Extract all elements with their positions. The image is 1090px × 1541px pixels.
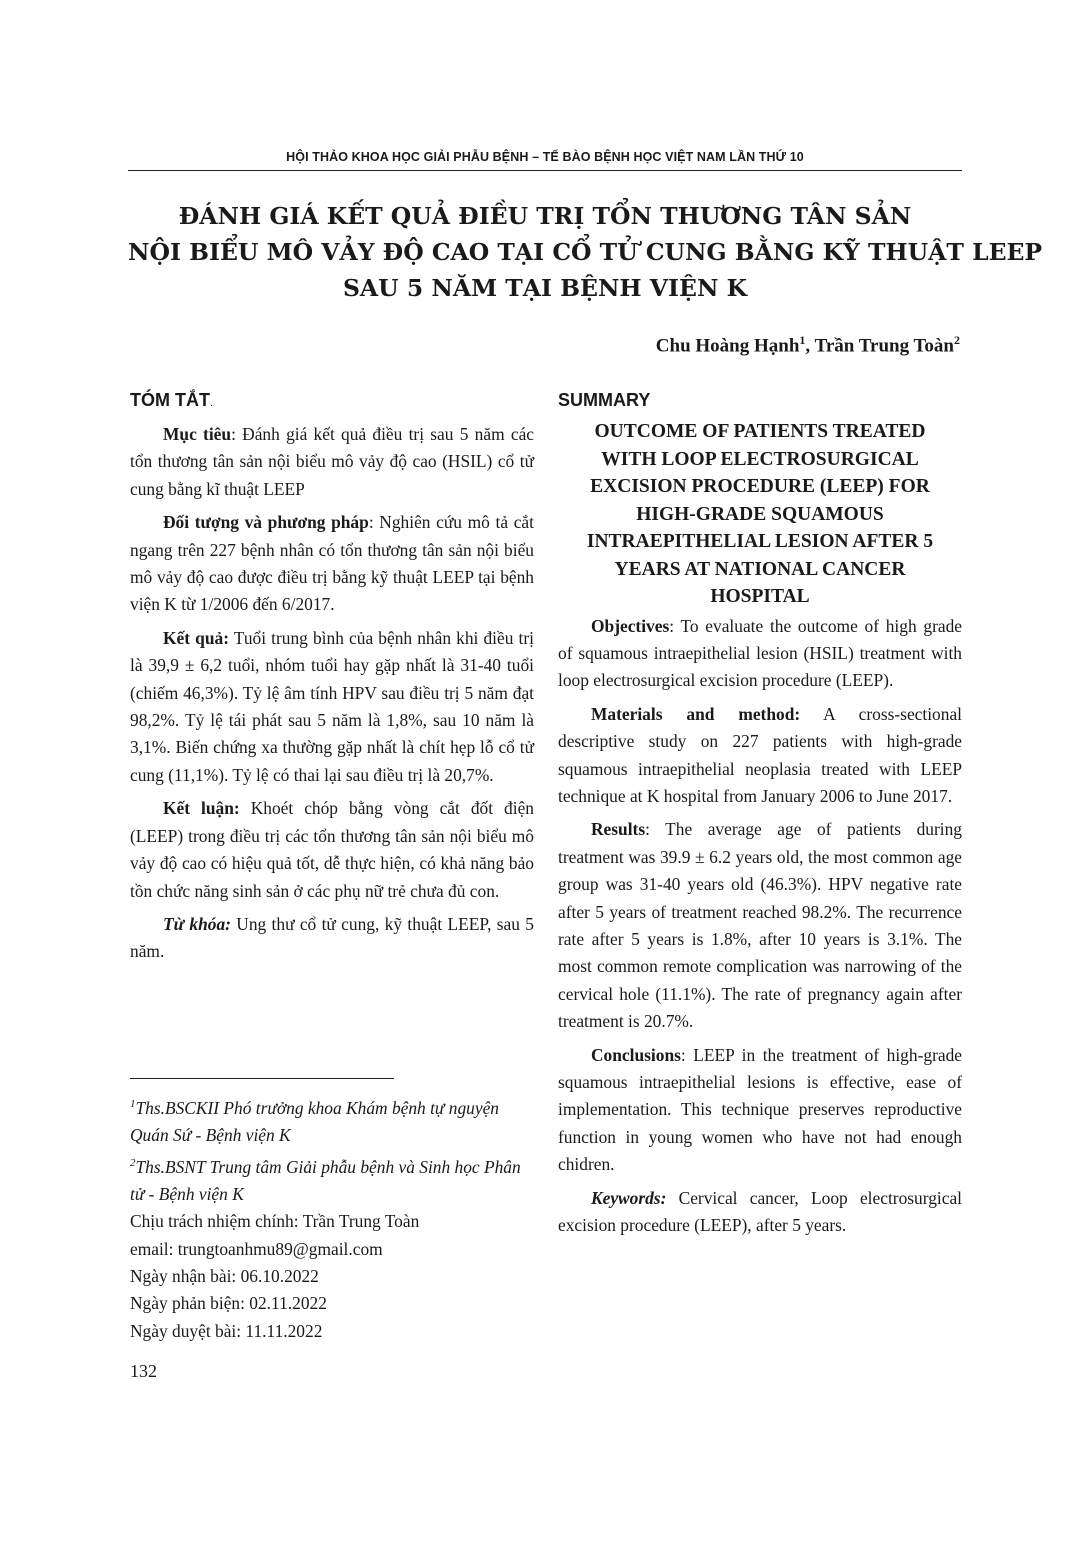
footnote-affiliation-2 (130, 1150, 534, 1209)
paragraph-label: Objectives (591, 615, 670, 636)
footnote-text: Ths.BSNT Trung tâm Giải phẫu bệnh và Sinh học Phân tử - Bệnh viện K (130, 1156, 521, 1204)
english-title-line: INTRAEPITHELIAL LESION AFTER 5 (586, 531, 934, 552)
english-title-line: WITH LOOP ELECTROSURGICAL (601, 448, 919, 470)
affiliation-mark: 2 (954, 333, 960, 347)
title-line: NỘI BIỂU MÔ VẢY ĐỘ CAO TẠI CỔ TỬ CUNG BẰNG KỸ THUẬT LEEP (128, 238, 1043, 266)
summary-paragraph-results (558, 816, 962, 1035)
paragraph-text: : The average age of patients during treatment was 39.9 ± 6.2 years old, the most common age group was 31-40 years old (46.3%). HPV negative rate after 5 years of treatment reached 98.2%. The recurrence rate after 5 years is 1.8%, after 10 years is 3.1%. The most common remote complication was narrowing of the cervical hole (11.1%). The rate of pregnancy again after treatment is 20.7%. (558, 819, 962, 1032)
article-title (128, 198, 1043, 306)
contact-email: email: trungtoanhmu89@gmail.com (130, 1238, 383, 1259)
abstract-paragraph-objective (130, 421, 534, 503)
paragraph-text: : Nghiên cứu mô tả cắt ngang trên 227 bệnh nhân có tổn thương tân sản nội biểu mô vảy độ cao được điều trị bằng kỹ thuật LEEP tại bệnh viện K từ 1/2006 đến 6/2017. (130, 512, 534, 615)
paragraph-label: Kết quả: (163, 627, 229, 648)
author-separator: , (805, 335, 815, 357)
english-title-line: YEARS AT NATIONAL CANCER (614, 558, 906, 580)
summary-paragraph-keywords (558, 1185, 962, 1240)
abstract-paragraph-results (130, 625, 534, 789)
footnote-rule (130, 1078, 394, 1079)
author-name: Trần Trung Toàn (814, 335, 954, 357)
footnotes (130, 1091, 534, 1345)
english-title-line: OUTCOME OF PATIENTS TREATED (594, 421, 926, 442)
date-accepted: Ngày duyệt bài: 11.11.2022 (130, 1320, 323, 1341)
paragraph-text: : To evaluate the outcome of high grade of squamous intraepithelial lesion (HSIL) treatment with loop electrosurgical excision procedure (LEEP). (558, 615, 962, 691)
paragraph-text: Ung thư cổ tử cung, kỹ thuật LEEP, sau 5 năm. (130, 913, 534, 962)
paragraph-text: : LEEP in the treatment of high-grade squamous intraepithelial lesions is effective, ease of implementation. This technique preserves reproductive function in young women who have not had enough chidren. (558, 1044, 962, 1175)
footnote-mark: 1 (130, 1098, 136, 1110)
summary-paragraph-objectives (558, 613, 962, 695)
paragraph-label: Đối tượng và phương pháp (163, 512, 369, 533)
date-reviewed: Ngày phản biện: 02.11.2022 (130, 1293, 327, 1314)
page-number: 132 (130, 1361, 157, 1381)
english-summary (558, 388, 962, 1245)
section-heading-vi (130, 388, 534, 415)
vietnamese-abstract (130, 388, 534, 972)
section-heading-en: SUMMARY (558, 390, 651, 410)
author-line (656, 333, 960, 357)
abstract-paragraph-conclusion (130, 795, 534, 905)
date-received: Ngày nhận bài: 06.10.2022 (130, 1266, 319, 1287)
paragraph-label: Conclusions (591, 1044, 681, 1065)
paragraph-text: Cervical cancer, Loop electrosurgical excision procedure (LEEP), after 5 years. (558, 1187, 962, 1236)
paragraph-text: : Đánh giá kết quả điều trị sau 5 năm các tổn thương tân sản nội biểu mô vảy độ cao (HSIL) cổ tử cung bằng kĩ thuật LEEP (130, 424, 535, 499)
paragraph-label: Kết luận: (163, 798, 240, 819)
abstract-paragraph-keywords (130, 911, 534, 966)
footnote-mark: 2 (130, 1156, 136, 1169)
summary-paragraph-conclusions (558, 1042, 962, 1179)
footnote-text: Ths.BSCKII Phó trưởng khoa Khám bệnh tự nguyện Quán Sứ - Bệnh viện K (130, 1097, 499, 1146)
title-line: SAU 5 NĂM TẠI BỆNH VIỆN K (342, 274, 748, 302)
corresponding-author: Chịu trách nhiệm chính: Trần Trung Toàn (130, 1211, 420, 1232)
english-title-line: EXCISION PROCEDURE (LEEP) FOR (590, 476, 930, 497)
paragraph-label: Keywords: (591, 1187, 667, 1208)
footnote-affiliation-1 (130, 1091, 534, 1150)
english-title-line: HIGH-GRADE SQUAMOUS (636, 503, 884, 525)
abstract-paragraph-methods (130, 509, 534, 619)
author-name: Chu Hoàng Hạnh (655, 335, 800, 357)
running-header: HỘI THẢO KHOA HỌC GIẢI PHẪU BỆNH – TẾ BÀO BỆNH HỌC VIỆT NAM LẦN THỨ 10 (286, 150, 804, 164)
paragraph-label: Results (591, 819, 646, 840)
paragraph-label: Mục tiêu (163, 424, 232, 444)
paragraph-label: Từ khóa: (163, 913, 231, 934)
paragraph-label: Materials and method: (591, 703, 801, 724)
affiliation-mark: 1 (799, 333, 806, 347)
heading-mark: . (209, 397, 214, 409)
summary-paragraph-materials (558, 701, 962, 811)
english-title (558, 418, 962, 611)
title-line: ĐÁNH GIÁ KẾT QUẢ ĐIỀU TRỊ TỔN THƯƠNG TÂN SẢN (178, 202, 912, 230)
heading-text: TÓM TẮT (130, 390, 210, 410)
paragraph-text: Khoét chóp bằng vòng cắt đốt điện (LEEP) trong điều trị các tổn thương tân sản nội biểu mô vảy độ cao có hiệu quả tốt, dễ thực hiện, có khả năng bảo tồn chức năng sinh sản ở các phụ nữ trẻ chưa đủ con. (130, 798, 534, 901)
header-rule (128, 170, 962, 171)
english-title-line: HOSPITAL (710, 586, 810, 607)
paragraph-text: A cross-sectional descriptive study on 227 patients with high-grade squamous intraepithelial neoplasia treated with LEEP technique at K hospital from January 2006 to June 2017. (558, 703, 962, 806)
paragraph-text: Tuổi trung bình của bệnh nhân khi điều trị là 39,9 ± 6,2 tuổi, nhóm tuổi hay gặp nhất là 31-40 tuổi (chiếm 46,3%). Tỷ lệ âm tính HPV sau điều trị 5 năm đạt 98,2%. Tỷ lệ tái phát sau 5 năm là 1,8%, sau 10 năm là 3,1%. Biến chứng xa thường gặp nhất là chít hẹp lỗ cổ tử cung (11,1%). Tỷ lệ có thai lại sau điều trị là 20,7%. (130, 627, 534, 785)
